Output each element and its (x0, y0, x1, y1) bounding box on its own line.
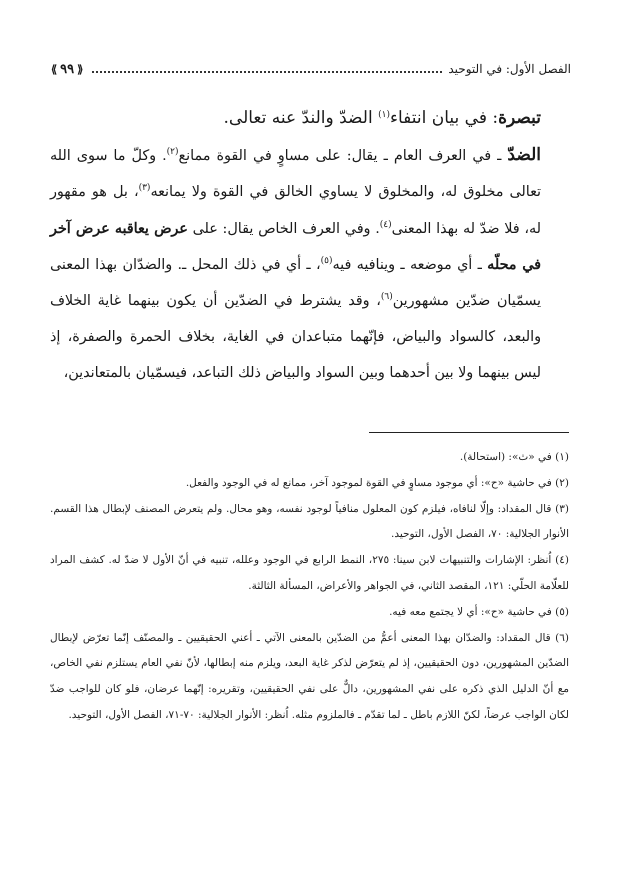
footnote-ref-1[interactable]: (١) (378, 110, 390, 121)
footnote-ref-6[interactable]: (٦) (380, 292, 393, 303)
ornament-right: ⟪ (77, 62, 84, 76)
page-number: ٩٩ (60, 61, 75, 77)
footnote-text: في «ث»: (استحالة). (459, 451, 552, 463)
paragraph-2 (50, 137, 569, 391)
footnote-ref-5[interactable]: (٥) (320, 256, 333, 267)
footnote-number: (٣) (555, 502, 569, 515)
p2-text-a: ـ في العرف العام ـ يقال: على مساوٍ في القوة ممانع (178, 148, 508, 165)
footnote-2 (50, 471, 569, 497)
footnote-separator (369, 432, 569, 433)
footnote-text: اُنظر: الإشارات والتنبيهات لابن سينا: ٢٧٥، النمط الرابع في الوجود وعلله، تنبيه في أنّ الأول لا ضدّ له. كشف المراد للعلّامة الحلّي: ١٢١، المقصد الثاني، في الجواهر والأعراض، المسألة الثالثة. (50, 554, 569, 592)
p2-text-g: ، وقد يشترط في الضدّين أن يكون بينهما غاية الخلاف والبعد، كالسواد والبياض، فإنّهما متباعدان في الغاية، بخلاف الحمرة والصفرة، إذ ليس بينهما ولا بين أحدهما وبين السواد والبياض ذلك التباعد، فيسمّيان بالمتعاندين، (50, 293, 541, 382)
p1-text-b: الضدّ والندّ عنه تعالى. (223, 108, 379, 128)
running-header (48, 58, 571, 80)
footnote-1 (50, 445, 569, 471)
p2-text-f: ، ـ أي في ذلك المحل ـ. والضدّان بهذا المعنى يسمّيان ضدّين مشهورين (50, 256, 542, 310)
p2-text-c: ، بل هو مقهور له، فلا ضدّ له بهذا المعنى (50, 184, 541, 237)
footnote-ref-2[interactable]: (٢) (166, 147, 179, 158)
footnote-4 (50, 548, 569, 600)
footnote-text: قال المقداد: وإلّا لنافاه، فيلزم كون المعلول منافياً لوجود نفسه، وهو محال. ولم يتعرض المصنف لإبطال هذا القسم. الأنوار الجلالية: ٧٠، الفصل الأول، التوحيد. (50, 502, 569, 541)
term-zidd: الضدّ (507, 145, 541, 166)
p2-text-e: ـ أي موضعه ـ وينافيه فيه (332, 256, 488, 273)
p2-text-d: . وفي العرف الخاص يقال: على (187, 220, 380, 237)
footnote-number: (٦) (555, 631, 569, 644)
p1-text-a: : في بيان انتفاء (389, 108, 499, 128)
paragraph-1 (50, 100, 569, 137)
p2-text-b: . وكلّ ما سوى الله تعالى مخلوق له، والمخلوق لا يساوي الخالق في القوة ولا يمانعه (50, 148, 541, 201)
footnote-text: في حاشية «ح»: أي لا يجتمع معه فيه. (389, 605, 552, 618)
page-number-box (48, 62, 86, 77)
footnote-5 (50, 600, 569, 626)
leader-dots (92, 71, 442, 73)
ornament-left: ⟫ (51, 62, 58, 76)
footnote-ref-4[interactable]: (٤) (379, 219, 392, 230)
footnote-number: (٢) (555, 476, 569, 489)
chapter-title: الفصل الأول: في التوحيد (448, 62, 571, 76)
footnote-ref-3[interactable]: (٣) (138, 183, 151, 194)
footnote-number: (١) (555, 451, 569, 463)
footnote-6 (50, 626, 569, 729)
heading-term: تبصرة (498, 108, 541, 128)
footnote-text: قال المقداد: والضدّان بهذا المعنى أعمُّ من الضدّين بالمعنى الآتي ـ أعني الحقيقيين ـ والمصنّف إنّما تعرّض لإبطال الضدّين المشهورين، دون الحقيقيين، إذ لم يتعرّض لذكر غاية البعد، ويلزم منه إبطالها، لأنّ نفي العام يستلزم نفي الخاص، مع أنّ الدليل الذي ذكره على نفي المشهورين، دالٌّ على نفي الحقيقيين، وتقريره: إنّهما عرضان، فلو كان للواجب ضدّ لكان الواجب عرضاً، لكنّ اللازم باطل ـ لما تقدّم ـ فالملزوم مثله. اُنظر: الأنوار الجلالية: ٧٠-٧١، الفصل الأول، التوحيد. (50, 631, 569, 721)
footnotes (50, 445, 569, 729)
footnote-number: (٤) (555, 554, 570, 567)
footnote-number: (٥) (555, 605, 569, 618)
bold-definition: عرض يعاقبه عرض آخر في محلّه (50, 220, 542, 273)
footnote-3 (50, 497, 569, 549)
main-text (50, 100, 569, 392)
footnote-text: في حاشية «ح»: أي موجود مساوٍ في القوة لموجود آخر، ممانع له في الوجود والفعل. (185, 476, 552, 489)
